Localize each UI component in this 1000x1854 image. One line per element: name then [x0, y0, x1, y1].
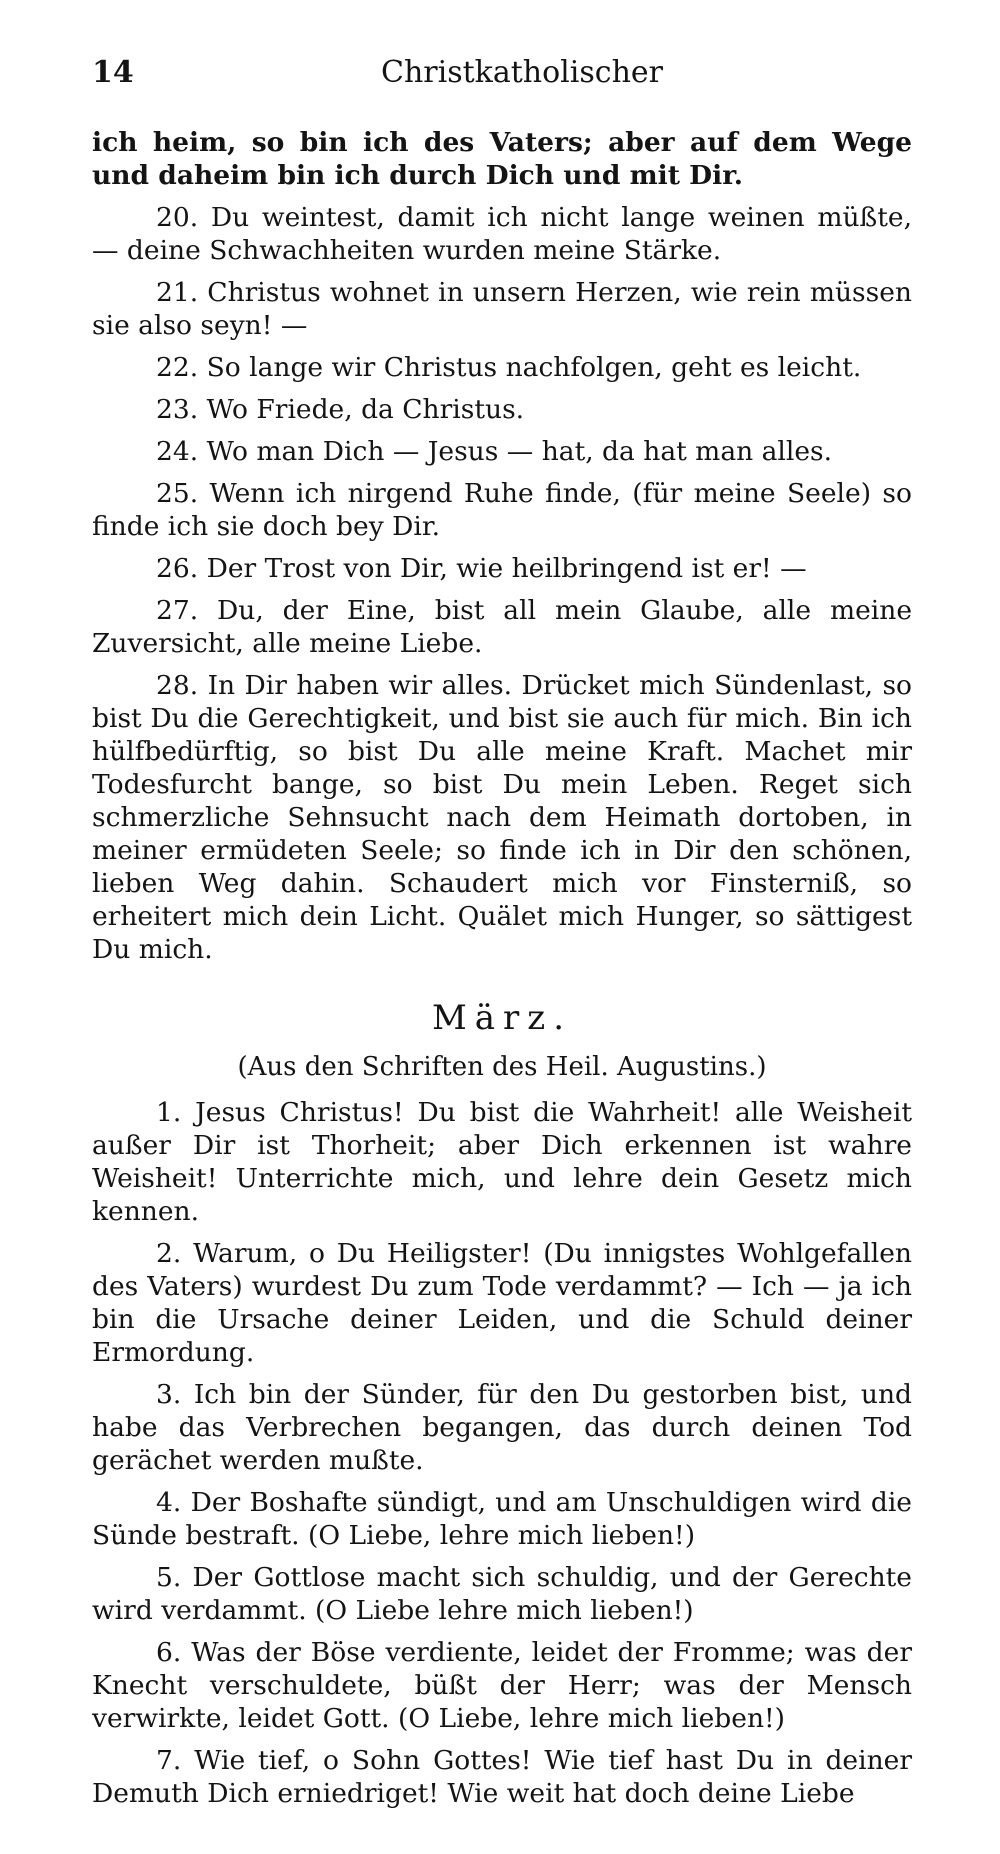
paragraph-22: 22. So lange wir Christus nachfolgen, geht es leicht. [156, 352, 862, 383]
paragraph-6: 6. Was der Böse verdiente, leidet der Fromme; was der Knecht verschuldete, büßt der Herr; was der Mensch verwirkte, leidet Gott. (O Liebe, lehre mich lieben!) [92, 1637, 912, 1734]
paragraph-21: 21. Christus wohnet in unsern Herzen, wie rein müssen sie also seyn! — [92, 277, 912, 341]
section-title: März. [431, 998, 573, 1038]
running-head [92, 48, 912, 98]
paragraph-25: 25. Wenn ich nirgend Ruhe finde, (für meine Seele) so finde ich sie doch bey Dir. [92, 478, 912, 542]
paragraph-27: 27. Du, der Eine, bist all mein Glaube, alle meine Zuversicht, alle meine Liebe. [92, 595, 912, 659]
running-title: Christkatholischer [381, 55, 663, 90]
paragraph-continuation: ich heim, so bin ich des Vaters; aber auf dem Wege und daheim bin ich durch Dich und mit Dir. [92, 127, 912, 191]
paragraph-4: 4. Der Boshafte sündigt, und am Unschuldigen wird die Sünde bestraft. (O Liebe, lehre mich lieben!) [92, 1487, 912, 1551]
paragraph-2: 2. Warum, o Du Heiligster! (Du innigstes Wohlgefallen des Vaters) wurdest Du zum Tode verdammt? — Ich — ja ich bin die Ursache deiner Leiden, und die Schuld deiner Ermordung. [92, 1238, 912, 1368]
paragraph-24: 24. Wo man Dich — Jesus — hat, da hat man alles. [156, 436, 833, 467]
paragraph-28: 28. In Dir haben wir alles. Drücket mich Sündenlast, so bist Du die Gerechtigkeit, und bist sie auch für mich. Bin ich hülfbedürftig, so bist Du alle meine Kraft. Machet mir Todesfurcht bange, so bist Du mein Leben. Reget sich schmerzliche Sehnsucht nach dem Heimath dortoben, in meiner ermüdeten Seele; so finde ich in Dir den schönen, lieben Weg dahin. Schaudert mich vor Finsterniß, so erheitert mich dein Licht. Quälet mich Hunger, so sättigest Du mich. [92, 670, 912, 965]
paragraph-20: 20. Du weintest, damit ich nicht lange weinen müßte, — deine Schwachheiten wurden meine Stärke. [92, 202, 912, 266]
paragraph-26: 26. Der Trost von Dir, wie heilbringend ist er! — [156, 553, 807, 584]
paragraph-3: 3. Ich bin der Sünder, für den Du gestorben bist, und habe das Verbrechen begangen, das durch deinen Tod gerächet werden mußte. [92, 1379, 912, 1476]
text-column [92, 126, 912, 1819]
paragraph-1: 1. Jesus Christus! Du bist die Wahrheit! alle Weisheit außer Dir ist Thorheit; aber Dich erkennen ist wahre Weisheit! Unterrichte mich, und lehre dein Gesetz mich kennen. [92, 1097, 912, 1227]
paragraph-7: 7. Wie tief, o Sohn Gottes! Wie tief hast Du in deiner Demuth Dich erniedriget! Wie weit hat doch deine Liebe [92, 1745, 912, 1809]
paragraph-5: 5. Der Gottlose macht sich schuldig, und der Gerechte wird verdammt. (O Liebe lehre mich lieben!) [92, 1562, 912, 1626]
page-number: 14 [92, 55, 134, 90]
section-subtitle: (Aus den Schriften des Heil. Augustins.) [237, 1052, 767, 1082]
paragraph-23: 23. Wo Friede, da Christus. [156, 394, 525, 425]
